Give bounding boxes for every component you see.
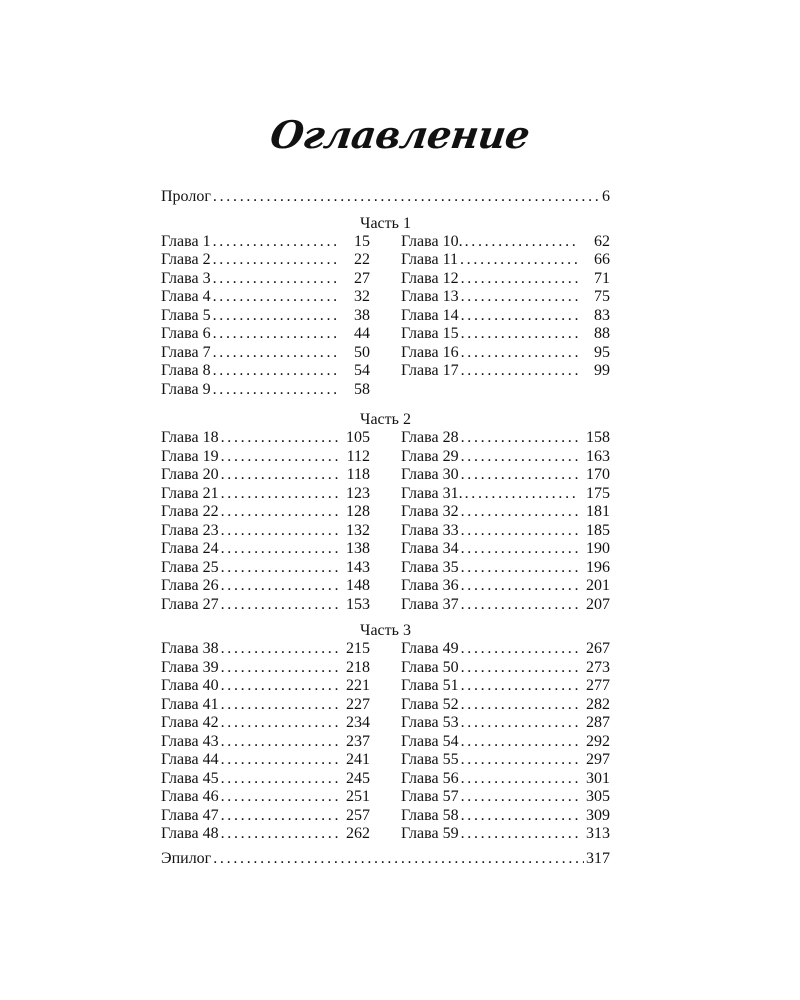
dot-leader (213, 307, 338, 326)
dot-leader (221, 659, 338, 678)
entry-page-number: 196 (586, 558, 610, 576)
entry-page-number: 88 (594, 325, 610, 342)
toc-entry[interactable] (401, 540, 610, 559)
toc-entry[interactable] (401, 251, 610, 270)
toc-entry[interactable] (161, 485, 370, 504)
entry-label: Глава 53 (401, 714, 459, 731)
dot-leader (461, 503, 578, 522)
entry-label: Глава 55 (401, 751, 459, 768)
toc-entry[interactable] (161, 577, 370, 596)
dot-leader (461, 751, 578, 770)
entry-label: Глава 34 (401, 540, 459, 557)
entry-page-number: 277 (586, 677, 610, 694)
toc-entry[interactable] (401, 466, 610, 485)
entry-page-number: 262 (346, 825, 370, 842)
entry-label: Глава 40 (161, 677, 219, 694)
dot-leader (461, 770, 578, 789)
dot-leader (461, 522, 578, 541)
entry-label: Глава 58 (401, 806, 459, 824)
entry-label: Глава 31. (401, 484, 463, 502)
entry-label: Глава 22 (161, 503, 219, 520)
entry-label: Глава 46 (161, 788, 219, 805)
table-of-contents (161, 188, 610, 868)
dot-leader (461, 325, 578, 344)
entry-page-number: 237 (346, 732, 370, 750)
dot-leader (221, 770, 338, 789)
toc-entry[interactable] (161, 429, 370, 448)
dot-leader (213, 344, 338, 363)
entry-label: Глава 56 (401, 769, 459, 787)
entry-page-number: 313 (586, 825, 610, 842)
toc-entry[interactable] (401, 770, 610, 789)
entry-label: Глава 57 (401, 788, 459, 805)
entry-page-number: 62 (594, 232, 610, 250)
entry-label: Глава 48 (161, 825, 219, 842)
dot-leader (461, 696, 578, 715)
entry-label: Глава 28 (401, 429, 459, 446)
entry-label: Глава 39 (161, 658, 219, 676)
entry-page-number: 309 (586, 806, 610, 824)
entry-page-number: 215 (346, 640, 370, 657)
dot-leader (461, 307, 578, 326)
toc-entry[interactable] (161, 448, 370, 467)
entry-page-number: 251 (346, 788, 370, 805)
toc-entry[interactable] (401, 503, 610, 522)
toc-entry[interactable] (161, 325, 370, 344)
toc-entry[interactable] (161, 381, 370, 400)
entry-page-number: 190 (586, 540, 610, 557)
dot-leader (213, 325, 338, 344)
entry-label: Глава 20 (161, 466, 219, 483)
dot-leader (221, 503, 338, 522)
entry-page-number: 207 (586, 595, 610, 613)
toc-entry[interactable] (401, 596, 610, 615)
dot-leader (461, 270, 578, 289)
entry-label: Глава 2 (161, 251, 211, 268)
dot-leader (461, 677, 578, 696)
entry-label: Глава 26 (161, 577, 219, 594)
entry-page-number: 305 (586, 788, 610, 805)
entry-page-number: 301 (586, 769, 610, 787)
dot-leader (461, 540, 578, 559)
toc-entry-epilogue[interactable] (161, 850, 610, 869)
toc-entry[interactable] (161, 677, 370, 696)
entry-page-number: 132 (346, 521, 370, 539)
entry-page-number: 158 (586, 429, 610, 446)
entry-label: Глава 38 (161, 640, 219, 657)
entry-page-number: 221 (346, 677, 370, 694)
entry-page-number: 317 (586, 849, 610, 867)
dot-leader (461, 362, 578, 381)
toc-entry[interactable] (401, 288, 610, 307)
dot-leader (213, 251, 338, 270)
entry-page-number: 22 (354, 251, 370, 268)
entry-label: Глава 24 (161, 540, 219, 557)
dot-leader (221, 714, 338, 733)
dot-leader (221, 825, 338, 844)
dot-leader (213, 362, 338, 381)
dot-leader (221, 751, 338, 770)
toc-entry[interactable] (401, 559, 610, 578)
toc-entry[interactable] (401, 485, 610, 504)
entry-label: Эпилог (161, 849, 212, 867)
dot-leader (221, 677, 338, 696)
right-column (401, 640, 610, 844)
entry-page-number: 148 (346, 577, 370, 594)
dot-leader (461, 559, 578, 578)
left-column (161, 233, 370, 400)
toc-entry[interactable] (401, 429, 610, 448)
toc-entry[interactable] (161, 559, 370, 578)
entry-page-number: 27 (354, 269, 370, 287)
toc-entry[interactable] (161, 233, 370, 252)
dot-leader (221, 466, 338, 485)
toc-entry[interactable] (161, 307, 370, 326)
entry-page-number: 201 (586, 577, 610, 594)
toc-entry[interactable] (161, 344, 370, 363)
toc-entry[interactable] (161, 807, 370, 826)
entry-page-number: 181 (586, 503, 610, 520)
entry-label: Глава 42 (161, 714, 219, 731)
entry-page-number: 245 (346, 769, 370, 787)
dot-leader (461, 640, 578, 659)
entry-label: Пролог (161, 188, 211, 205)
dot-leader (465, 233, 578, 252)
dot-leader (461, 807, 578, 826)
entry-page-number: 241 (346, 751, 370, 768)
dot-leader (221, 788, 338, 807)
entry-page-number: 292 (586, 732, 610, 750)
entry-page-number: 297 (586, 751, 610, 768)
entry-label: Глава 1 (161, 232, 211, 250)
entry-label: Глава 59 (401, 825, 459, 842)
entry-page-number: 105 (346, 429, 370, 446)
entry-label: Глава 45 (161, 769, 219, 787)
dot-leader (461, 714, 578, 733)
toc-entry[interactable] (161, 288, 370, 307)
entry-label: Глава 54 (401, 732, 459, 750)
entry-page-number: 112 (346, 447, 370, 465)
part-2 (161, 411, 610, 614)
toc-entry[interactable] (401, 577, 610, 596)
entry-label: Глава 25 (161, 558, 219, 576)
entry-label: Глава 23 (161, 521, 219, 539)
entry-page-number: 83 (594, 306, 610, 324)
toc-entry[interactable] (161, 696, 370, 715)
entry-label: Глава 37 (401, 595, 459, 613)
toc-entry[interactable] (161, 270, 370, 289)
dot-leader (461, 429, 578, 448)
entry-label: Глава 47 (161, 806, 219, 824)
entry-label: Глава 11 (401, 251, 458, 268)
entry-page-number: 38 (354, 306, 370, 324)
toc-entry[interactable] (401, 270, 610, 289)
entry-label: Глава 29 (401, 447, 459, 465)
part-heading: Часть 1 (360, 214, 411, 232)
entry-page-number: 66 (594, 251, 610, 268)
entry-page-number: 227 (346, 695, 370, 713)
dot-leader (461, 448, 578, 467)
dot-leader (213, 850, 584, 869)
toc-entry[interactable] (161, 770, 370, 789)
dot-leader (213, 381, 338, 400)
entry-page-number: 123 (346, 484, 370, 502)
right-column (401, 233, 610, 400)
dot-leader (465, 485, 578, 504)
entry-label: Глава 49 (401, 640, 459, 657)
toc-entry[interactable] (401, 714, 610, 733)
part-heading: Часть 2 (360, 411, 411, 428)
toc-entry[interactable] (401, 677, 610, 696)
entry-label: Глава 10. (401, 232, 463, 250)
dot-leader (213, 188, 600, 207)
toc-entry[interactable] (401, 344, 610, 363)
part-3 (161, 622, 610, 844)
toc-entry[interactable] (401, 448, 610, 467)
entry-label: Глава 3 (161, 269, 211, 287)
toc-entry[interactable] (161, 659, 370, 678)
entry-page-number: 50 (354, 343, 370, 361)
dot-leader (461, 788, 578, 807)
toc-entry[interactable] (401, 696, 610, 715)
toc-entry[interactable] (161, 540, 370, 559)
toc-entry[interactable] (401, 825, 610, 844)
dot-leader (213, 233, 338, 252)
toc-entry[interactable] (401, 307, 610, 326)
toc-entry[interactable] (401, 325, 610, 344)
entry-page-number: 267 (586, 640, 610, 657)
toc-entry[interactable] (401, 788, 610, 807)
entry-page-number: 32 (354, 288, 370, 305)
dot-leader (221, 807, 338, 826)
dot-leader (461, 733, 578, 752)
toc-entry[interactable] (401, 362, 610, 381)
entry-page-number: 287 (586, 714, 610, 731)
entry-page-number: 273 (586, 658, 610, 676)
dot-leader (461, 344, 578, 363)
right-column (401, 429, 610, 614)
toc-entry[interactable] (401, 640, 610, 659)
dot-leader (221, 559, 338, 578)
entry-page-number: 153 (346, 595, 370, 613)
part-1 (161, 215, 610, 400)
toc-entry[interactable] (161, 503, 370, 522)
entry-page-number: 6 (602, 188, 610, 205)
entry-label: Глава 16 (401, 343, 459, 361)
entry-label: Глава 43 (161, 732, 219, 750)
toc-entry[interactable] (161, 522, 370, 541)
entry-label: Глава 5 (161, 306, 211, 324)
dot-leader (221, 596, 338, 615)
dot-leader (213, 270, 338, 289)
entry-label: Глава 15 (401, 325, 459, 342)
toc-entry[interactable] (401, 807, 610, 826)
entry-label: Глава 21 (161, 484, 219, 502)
entry-page-number: 54 (354, 362, 370, 379)
dot-leader (221, 640, 338, 659)
entry-label: Глава 4 (161, 288, 211, 305)
entry-page-number: 95 (594, 343, 610, 361)
entry-label: Глава 35 (401, 558, 459, 576)
entry-label: Глава 14 (401, 306, 459, 324)
entry-page-number: 15 (354, 232, 370, 250)
toc-entry[interactable] (161, 714, 370, 733)
entry-label: Глава 30 (401, 466, 459, 483)
dot-leader (221, 448, 338, 467)
entry-label: Глава 13 (401, 288, 459, 305)
entry-label: Глава 41 (161, 695, 219, 713)
toc-entry[interactable] (161, 825, 370, 844)
entry-page-number: 143 (346, 558, 370, 576)
entry-page-number: 257 (346, 806, 370, 824)
toc-entry[interactable] (161, 596, 370, 615)
entry-label: Глава 51 (401, 677, 459, 694)
entry-page-number: 58 (354, 380, 370, 398)
entry-page-number: 163 (586, 447, 610, 465)
dot-leader (461, 596, 578, 615)
toc-entry[interactable] (401, 733, 610, 752)
dot-leader (213, 288, 338, 307)
dot-leader (221, 429, 338, 448)
toc-entry[interactable] (161, 362, 370, 381)
entry-label: Глава 27 (161, 595, 219, 613)
dot-leader (221, 696, 338, 715)
dot-leader (461, 466, 578, 485)
toc-entry[interactable] (161, 751, 370, 770)
toc-entry[interactable] (401, 659, 610, 678)
entry-page-number: 185 (586, 521, 610, 539)
entry-page-number: 71 (594, 269, 610, 287)
entry-page-number: 99 (594, 362, 610, 379)
toc-entry[interactable] (161, 251, 370, 270)
entry-label: Глава 52 (401, 695, 459, 713)
dot-leader (221, 522, 338, 541)
entry-page-number: 75 (594, 288, 610, 305)
toc-entry[interactable] (161, 640, 370, 659)
dot-leader (221, 485, 338, 504)
dot-leader (221, 733, 338, 752)
page-title: Оглавление (267, 112, 533, 157)
dot-leader (221, 540, 338, 559)
entry-label: Глава 12 (401, 269, 459, 287)
entry-page-number: 128 (346, 503, 370, 520)
dot-leader (461, 288, 578, 307)
entry-page-number: 118 (346, 466, 370, 483)
entry-label: Глава 7 (161, 343, 211, 361)
entry-label: Глава 36 (401, 577, 459, 594)
dot-leader (461, 577, 578, 596)
entry-page-number: 175 (586, 484, 610, 502)
entry-label: Глава 19 (161, 447, 219, 465)
entry-page-number: 44 (354, 325, 370, 342)
entry-page-number: 218 (346, 658, 370, 676)
dot-leader (461, 825, 578, 844)
entry-label: Глава 17 (401, 362, 459, 379)
toc-entry[interactable] (401, 233, 610, 252)
entry-page-number: 234 (346, 714, 370, 731)
toc-entry[interactable] (161, 733, 370, 752)
entry-label: Глава 8 (161, 362, 211, 379)
entry-label: Глава 9 (161, 380, 211, 398)
entry-page-number: 282 (586, 695, 610, 713)
toc-entry[interactable] (161, 788, 370, 807)
entry-label: Глава 32 (401, 503, 459, 520)
entry-page-number: 170 (586, 466, 610, 483)
dot-leader (221, 577, 338, 596)
entry-label: Глава 33 (401, 521, 459, 539)
dot-leader (461, 659, 578, 678)
toc-entry[interactable] (161, 466, 370, 485)
toc-entry[interactable] (401, 751, 610, 770)
entry-label: Глава 50 (401, 658, 459, 676)
entry-label: Глава 6 (161, 325, 211, 342)
entry-label: Глава 44 (161, 751, 219, 768)
part-heading: Часть 3 (360, 622, 411, 639)
toc-entry[interactable] (401, 522, 610, 541)
left-column (161, 429, 370, 614)
left-column (161, 640, 370, 844)
dot-leader (460, 251, 578, 270)
entry-page-number: 138 (346, 540, 370, 557)
entry-label: Глава 18 (161, 429, 219, 446)
toc-entry-prologue[interactable] (161, 188, 610, 207)
